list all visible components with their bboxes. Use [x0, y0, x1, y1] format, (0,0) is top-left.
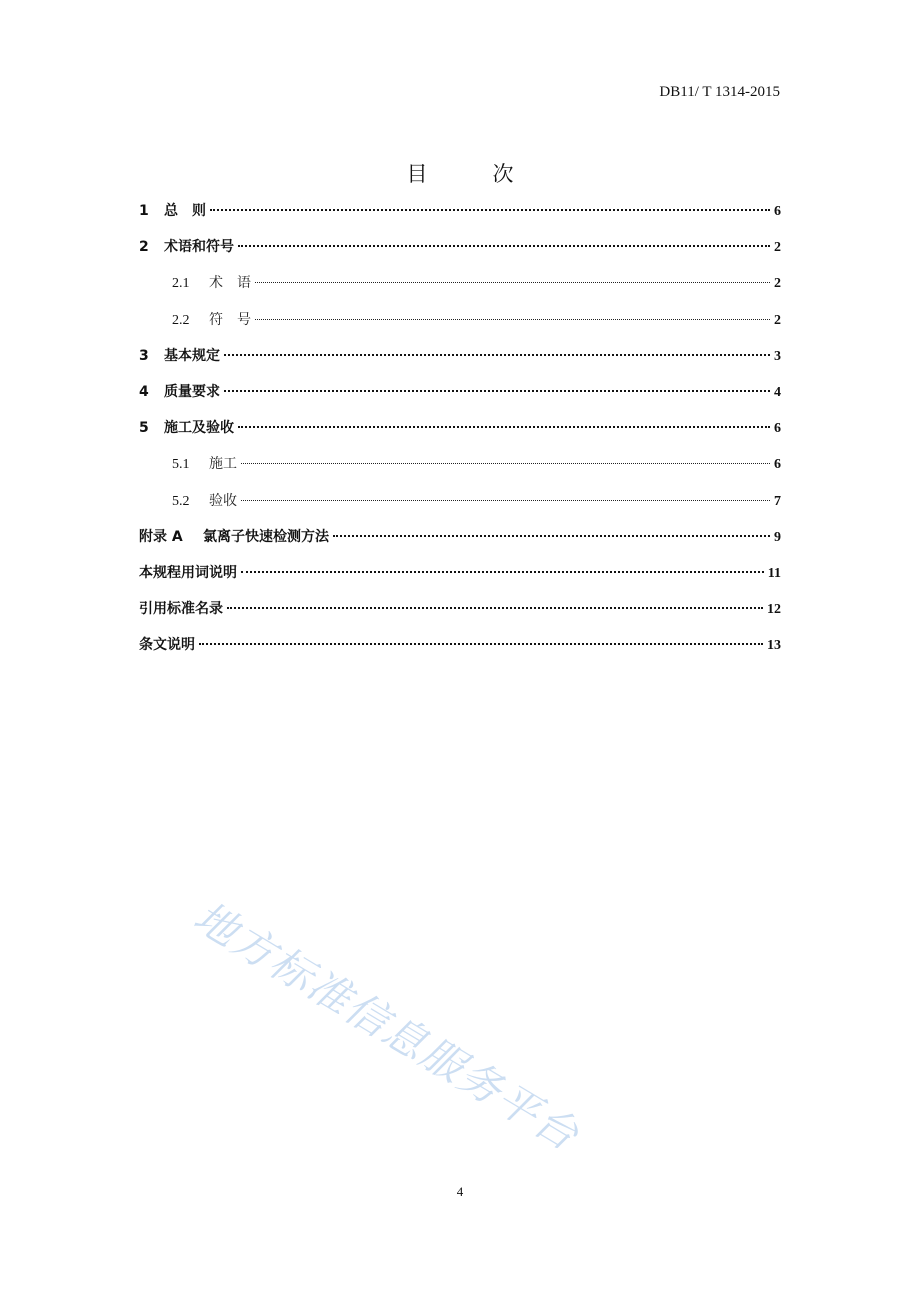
- toc-entry-page: 2: [774, 240, 781, 256]
- toc-entry-number: 2.2: [172, 312, 190, 328]
- page-number: 4: [456, 1184, 464, 1199]
- toc-entry[interactable]: [139, 634, 781, 670]
- toc-entry-label: 符 号: [209, 311, 251, 328]
- toc-entry-label: 验收: [209, 492, 237, 509]
- toc-entry-label: 基本规定: [164, 347, 220, 364]
- toc-entry[interactable]: [139, 236, 781, 272]
- toc-entry-page: 2: [774, 276, 781, 292]
- dot-leader: [227, 607, 763, 609]
- document-code: DB11/ T 1314-2015: [659, 84, 780, 100]
- toc-entry[interactable]: [139, 345, 781, 381]
- toc-entry[interactable]: [139, 562, 781, 598]
- dot-leader: [241, 463, 770, 464]
- toc-entry[interactable]: [139, 200, 781, 236]
- toc-entry-label: 质量要求: [164, 383, 220, 400]
- dot-leader: [238, 245, 770, 247]
- toc-entry[interactable]: [139, 490, 781, 526]
- toc-entry-number: 5.1: [172, 457, 190, 473]
- toc-entry-label: 总 则: [164, 203, 206, 219]
- toc-entry-label: 术语和符号: [164, 239, 234, 256]
- toc-entry-label: 氯离子快速检测方法: [203, 528, 329, 545]
- dot-leader: [255, 282, 770, 283]
- watermark: 地方标准信息服务平台: [185, 891, 589, 1161]
- toc-entry-page: 4: [774, 384, 781, 400]
- toc-entry-number: 附录 A: [139, 528, 183, 545]
- toc-entry-page: 12: [767, 602, 781, 618]
- toc-entry[interactable]: [139, 598, 781, 634]
- toc-entry[interactable]: [139, 417, 781, 453]
- toc-entry-number: 1: [139, 203, 149, 219]
- toc-entry-page: 13: [767, 638, 781, 654]
- toc-entry-page: 3: [774, 348, 781, 364]
- toc-entry-label: 施工: [209, 456, 237, 473]
- toc-entry-number: 5.2: [172, 493, 190, 509]
- toc-entry-number: 2: [139, 239, 149, 256]
- dot-leader: [333, 535, 770, 537]
- toc-entry-number: 2.1: [172, 276, 190, 292]
- toc-title: 目 次: [406, 162, 536, 186]
- toc-entry-label: 施工及验收: [164, 420, 234, 437]
- toc-entry-label: 引用标准名录: [139, 601, 223, 618]
- dot-leader: [238, 426, 770, 428]
- dot-leader: [199, 643, 763, 645]
- toc-entry-page: 9: [774, 529, 781, 545]
- dot-leader: [210, 209, 770, 211]
- toc-entry-number: 5: [139, 420, 149, 437]
- toc-entry-page: 7: [774, 493, 781, 509]
- toc-entry-number: 3: [139, 347, 149, 364]
- toc-entry-page: 2: [774, 312, 781, 328]
- toc-entry-page: 11: [767, 565, 781, 581]
- toc-entry[interactable]: [139, 272, 781, 308]
- dot-leader: [241, 571, 764, 573]
- toc-entry[interactable]: [139, 381, 781, 417]
- toc-entry-label: 本规程用词说明: [139, 564, 237, 581]
- dot-leader: [224, 354, 770, 356]
- toc-entry[interactable]: [139, 526, 781, 562]
- toc-entry-page: 6: [774, 421, 781, 437]
- toc-entry-number: 4: [139, 383, 149, 400]
- toc-entry-page: 6: [774, 204, 781, 219]
- table-of-contents: [139, 200, 781, 670]
- toc-entry[interactable]: [139, 309, 781, 345]
- dot-leader: [255, 319, 770, 320]
- dot-leader: [224, 390, 770, 392]
- toc-entry-label: 条文说明: [139, 637, 195, 654]
- toc-entry-label: 术 语: [209, 275, 251, 292]
- toc-entry[interactable]: [139, 453, 781, 489]
- dot-leader: [241, 500, 770, 501]
- toc-entry-page: 6: [774, 457, 781, 473]
